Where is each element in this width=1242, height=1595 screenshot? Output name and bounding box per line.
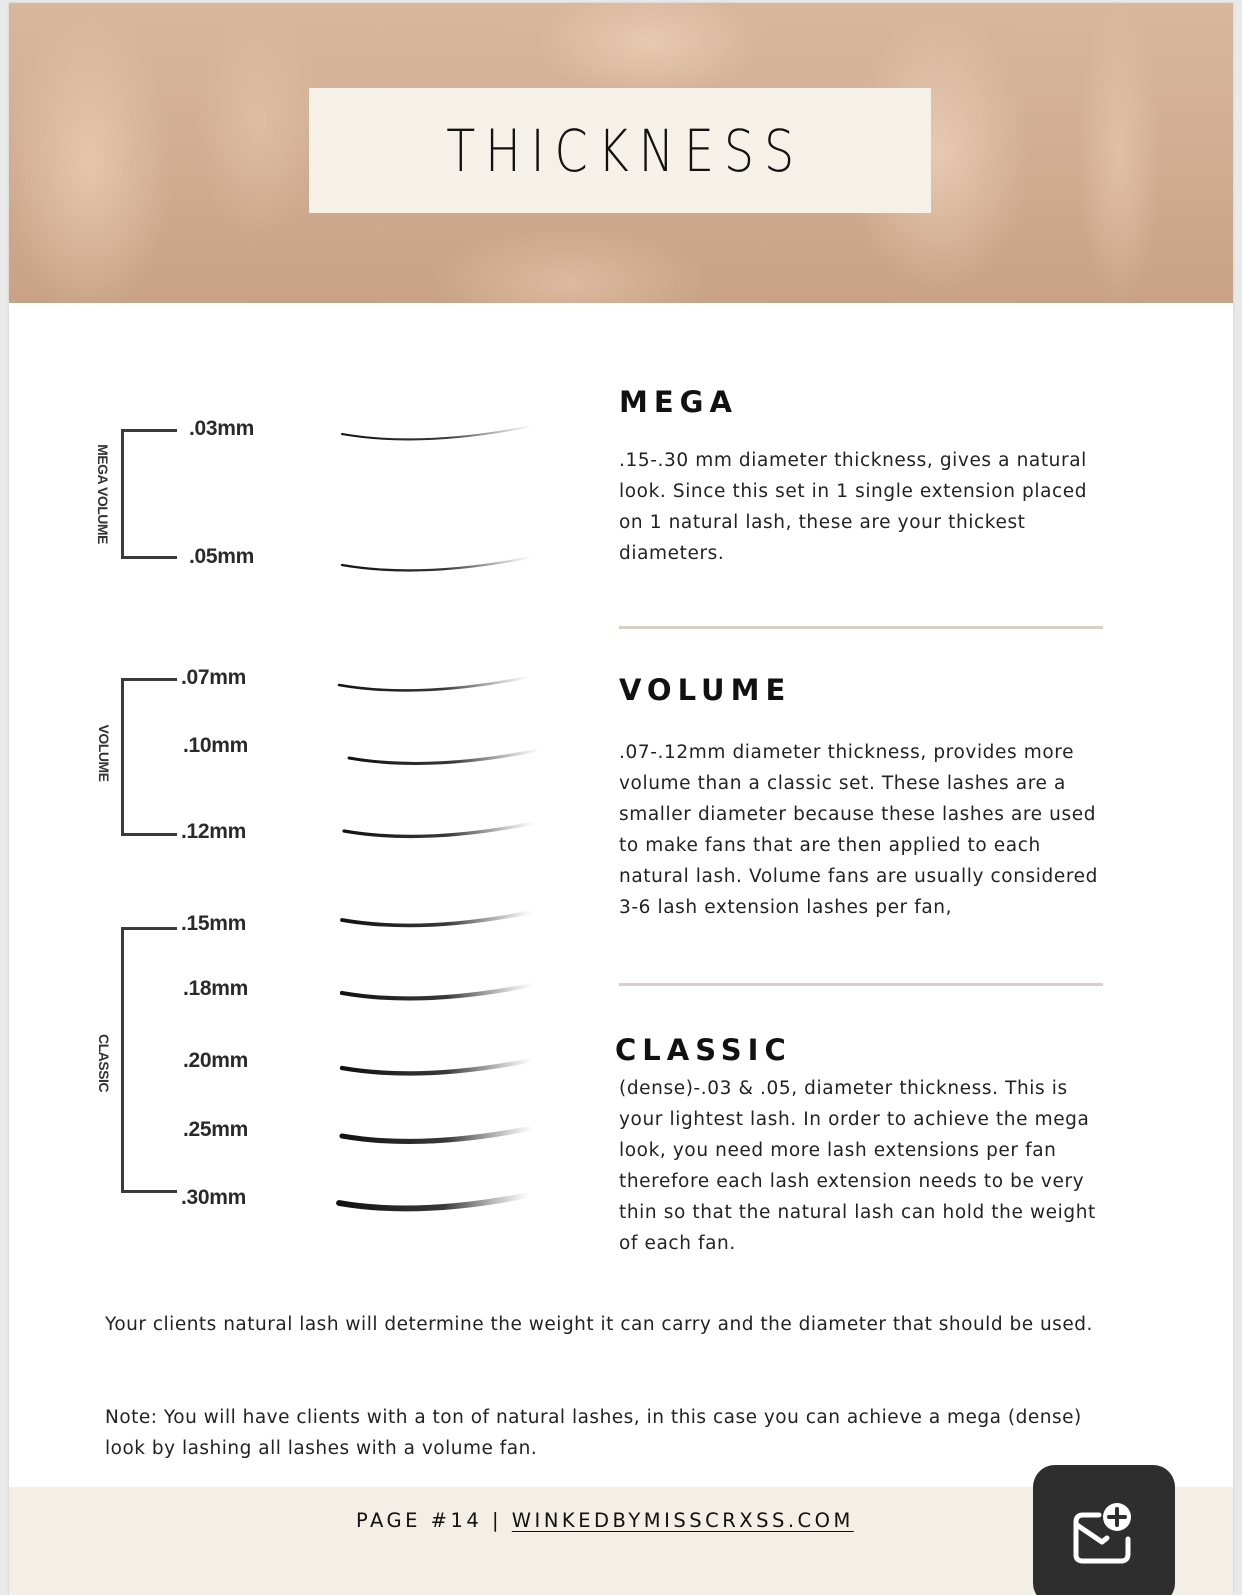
group-label-classic: CLASSIC <box>96 1034 112 1092</box>
group-label-mega-volume: MEGA VOLUME <box>95 444 111 544</box>
section-classic <box>615 1033 1107 1259</box>
page-title: THICKNESS <box>446 116 804 185</box>
size-label: .05mm <box>189 545 255 568</box>
section-heading-classic: CLASSIC <box>615 1033 792 1067</box>
lash-curve-20mm <box>342 1060 532 1073</box>
section-divider <box>619 626 1103 629</box>
page-number: PAGE #14 <box>356 1509 483 1532</box>
size-label: .18mm <box>183 977 249 1000</box>
size-label: .03mm <box>189 417 255 440</box>
lash-curve-15mm <box>342 912 532 925</box>
lash-curve-07mm <box>339 677 529 690</box>
size-label: .10mm <box>183 734 249 757</box>
footer-line <box>356 1509 854 1532</box>
section-heading-mega: MEGA <box>619 385 738 419</box>
note-paragraph-dense: Note: You will have clients with a ton of natural lashes, in this case you can achieve a mega (dense) look by lashing all lashes with a volume fan. <box>105 1407 1082 1459</box>
size-label: .20mm <box>183 1049 249 1072</box>
group-label-volume: VOLUME <box>96 724 112 782</box>
thickness-diagram <box>9 303 609 1263</box>
lash-curve-05mm <box>342 557 532 570</box>
size-label: .25mm <box>183 1118 249 1141</box>
document-page <box>9 3 1233 1595</box>
lash-curve-30mm <box>339 1195 529 1208</box>
lash-curve-12mm <box>344 823 534 836</box>
size-label: .07mm <box>181 666 247 689</box>
lash-curve-25mm <box>342 1128 532 1141</box>
note-paragraph-weight: Your clients natural lash will determine the weight it can carry and the diameter that should be used. <box>105 1314 1093 1335</box>
section-divider <box>619 983 1103 986</box>
section-volume <box>619 673 1111 923</box>
title-box <box>309 88 931 213</box>
section-heading-volume: VOLUME <box>619 673 792 707</box>
lash-curve-03mm <box>342 426 532 439</box>
header-banner <box>9 3 1233 303</box>
lash-curve-10mm <box>349 750 539 763</box>
lash-curves <box>9 303 609 1263</box>
section-mega <box>619 385 1111 569</box>
size-label: .15mm <box>181 912 247 935</box>
section-body-mega: .15-.30 mm diameter thickness, gives a natural look. Since this set in 1 single extension placed on 1 natural lash, these are your thickest diameters. <box>619 450 1088 564</box>
compose-mail-button[interactable] <box>1033 1465 1175 1595</box>
website-link[interactable]: WINKEDBYMISSCRXSS.COM <box>511 1509 854 1532</box>
section-body-classic: (dense)-.03 & .05, diameter thickness. This is your lightest lash. In order to achieve the mega look, you need more lash extensions per fan therefore each lash extension needs to be very thin so that the natural lash can hold the weight of each fan. <box>619 1078 1096 1254</box>
section-body-volume: .07-.12mm diameter thickness, provides more volume than a classic set. These lashes are a smaller diameter because these lashes are used to make fans that are then applied to each natural lash. Volume fans are usually considered 3-6 lash extension lashes per fan, <box>619 742 1098 918</box>
mail-add-icon <box>1071 1501 1137 1567</box>
size-label: .12mm <box>181 820 247 843</box>
lash-curve-18mm <box>342 985 532 998</box>
size-label: .30mm <box>181 1186 247 1209</box>
footer-separator: | <box>492 1509 503 1532</box>
